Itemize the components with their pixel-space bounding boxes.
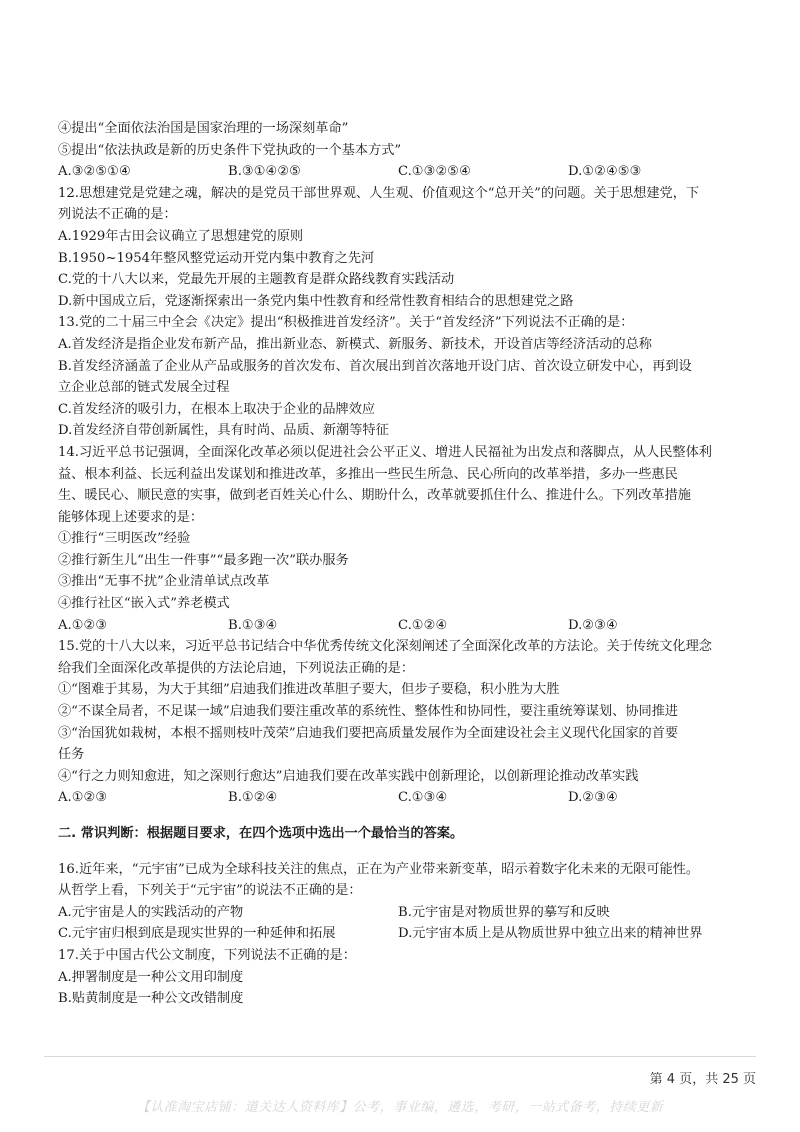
q14-option-a: A.①②③	[58, 617, 108, 633]
q16-option-b: B.元宇宙是对物质世界的摹写和反映	[398, 904, 610, 920]
q14-stem-line3: 生、暖民心、顺民意的实事，做到老百姓关心什么、期盼什么，改革就要抓住什么、推进什么。下列改革措施	[58, 488, 691, 504]
q14-item-4: ④推行社区“嵌入式”养老模式	[58, 596, 230, 612]
q17-stem: 17.关于中国古代公文制度，下列说法不正确的是：	[58, 947, 356, 963]
q14-stem-line1: 14.习近平总书记强调，全面深化改革必须以促进社会公平正义、增进人民福祉为出发点和落脚点，从人民整体利	[58, 444, 712, 460]
page-content	[58, 118, 748, 1010]
q15-options	[58, 787, 748, 809]
q14-item-1: ①推行“三明医改”经验	[58, 531, 191, 547]
q14-option-c: C.①②④	[398, 617, 448, 633]
q11-option-d: D.①②④⑤③	[568, 164, 642, 180]
q14-option-b: B.①③④	[228, 617, 278, 633]
q17-option-a: A.押署制度是一种公文用印制度	[58, 969, 244, 985]
q14-option-d: D.②③④	[568, 617, 618, 633]
q15-item-4: ④“行之力则知愈进，知之深则行愈达”启迪我们要在改革实践中创新理论，以创新理论推动改革实践	[58, 768, 639, 784]
q15-item-2: ②“不谋全局者，不足谋一域”启迪我们要注重改革的系统性、整体性和协同性，要注重统筹谋划、协同推进	[58, 704, 679, 720]
section-heading: 二. 常识判断：根据题目要求，在四个选项中选出一个最恰当的答案。	[58, 826, 464, 841]
q16-stem-line1: 16.近年来，“元宇宙”已成为全球科技关注的焦点，正在为产业带来新变革，昭示着数字化未来的无限可能性。	[58, 861, 700, 877]
q12-option-b: B.1950~1954年整风整党运动开党内集中教育之先河	[58, 250, 375, 266]
q11-option-c: C.①③②⑤④	[398, 164, 471, 180]
q16-options-row2	[58, 923, 748, 945]
footer-divider	[44, 1056, 756, 1057]
q13-option-c: C.首发经济的吸引力，在根本上取决于企业的品牌效应	[58, 401, 376, 417]
q15-stem-line1: 15.党的十八大以来，习近平总书记结合中华优秀传统文化深刻阐述了全面深化改革的方法论。关于传统文化理念	[58, 639, 712, 655]
q15-option-d: D.②③④	[568, 790, 618, 806]
q11-item-4: ④提出“全面依法治国是国家治理的一场深刻革命”	[58, 121, 349, 136]
q14-item-2: ②推行新生儿“出生一件事”“最多跑一次”联办服务	[58, 552, 349, 568]
q11-option-b: B.③①④②⑤	[228, 164, 301, 180]
q15-option-a: A.①②③	[58, 790, 108, 806]
q11-options	[58, 161, 748, 183]
q15-item-1: ①“图难于其易，为大于其细”启迪我们推进改革胆子要大，但步子要稳，积小胜为大胜	[58, 682, 560, 698]
q13-option-d: D.首发经济自带创新属性，具有时尚、品质、新潮等特征	[58, 423, 389, 439]
q12-option-a: A.1929年古田会议确立了思想建党的原则	[58, 228, 304, 244]
watermark-text: 【认准淘宝店铺：道关达人资料库】公考，事业编，遴选，考研，一站式备考，持续更新	[136, 1100, 664, 1115]
page-number: 第 4 页，共 25 页	[649, 1072, 756, 1087]
q13-option-b-line1: B.首发经济涵盖了企业从产品或服务的首次发布、首次展出到首次落地开设门店、首次设立研发中心，再到设	[58, 358, 692, 374]
q11-item-5: ⑤提出“依法执政是新的历史条件下党执政的一个基本方式”	[58, 142, 402, 158]
q14-stem-line2: 益、根本利益、长远利益出发谋划和推进改革，多推出一些民生所急、民心所向的改革举措，多办一些惠民	[58, 466, 678, 482]
q12-option-d: D.新中国成立后，党逐渐探索出一条党内集中性教育和经常性教育相结合的思想建党之路	[58, 293, 574, 309]
q16-option-a: A.元宇宙是人的实践活动的产物	[58, 904, 244, 920]
q11-option-a: A.③②⑤①④	[58, 164, 131, 180]
q12-stem-line1: 12.思想建党是党建之魂，解决的是党员干部世界观、人生观、价值观这个“总开关”的问题。关于思想建党，下	[58, 185, 700, 201]
q15-item-3-line1: ③“治国犹如栽树，本根不摇则枝叶茂荣”启迪我们要把高质量发展作为全面建设社会主义现代化国家的首要	[58, 725, 679, 741]
q15-option-c: C.①③④	[398, 790, 448, 806]
q17-option-b: B.贴黄制度是一种公文改错制度	[58, 991, 244, 1007]
q15-stem-line2: 给我们全面深化改革提供的方法论启迪，下列说法正确的是：	[58, 660, 415, 676]
q14-item-3: ③推出“无事不扰”企业清单试点改革	[58, 574, 270, 590]
q16-option-d: D.元宇宙本质上是从物质世界中独立出来的精神世界	[398, 926, 703, 942]
q15-option-b: B.①②④	[228, 790, 278, 806]
q16-option-c: C.元宇宙归根到底是现实世界的一种延伸和拓展	[58, 926, 336, 942]
q16-options-row1	[58, 902, 748, 924]
q14-options	[58, 615, 748, 637]
q13-option-b-line2: 立企业总部的链式发展全过程	[58, 380, 230, 396]
q12-stem-line2: 列说法不正确的是：	[58, 207, 177, 223]
q14-stem-line4: 能够体现上述要求的是：	[58, 509, 204, 525]
q12-option-c: C.党的十八大以来，党最先开展的主题教育是群众路线教育实践活动	[58, 272, 455, 288]
q13-stem: 13.党的二十届三中全会《决定》提出“积极推进首发经济”。关于“首发经济”下列说法不正确的是：	[58, 315, 634, 331]
q15-item-3-line2: 任务	[58, 747, 85, 763]
q16-stem-line2: 从哲学上看，下列关于“元宇宙”的说法不正确的是：	[58, 883, 362, 899]
q13-option-a: A.首发经济是指企业发布新产品，推出新业态、新模式、新服务、新技术，开设首店等经济活动的总称	[58, 336, 652, 352]
